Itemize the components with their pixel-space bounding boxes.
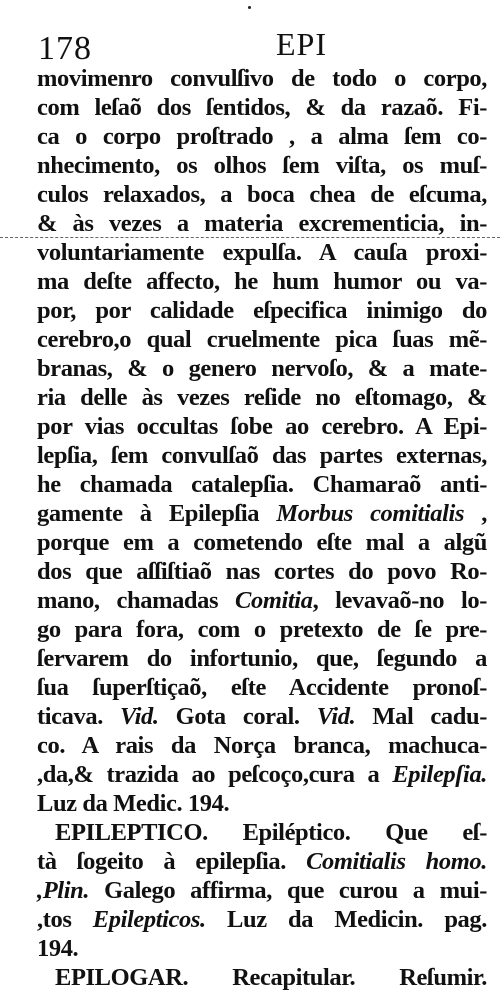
cross-reference-marker: Vid. bbox=[120, 703, 159, 730]
text-fragment: , levavaõ-no lo- bbox=[312, 587, 487, 614]
ink-speck bbox=[248, 6, 251, 9]
latin-term: Comitia bbox=[235, 587, 313, 614]
text-line: & às vezes a materia excrementicia, in- bbox=[37, 210, 487, 237]
text-fragment: tà ſogeito à epilepſia. bbox=[37, 848, 286, 875]
text-line: ſua ſuperſtiçaõ, eſte Accidente pronoſ- bbox=[37, 674, 487, 701]
text-line: he chamada catalepſia. Chamaraõ anti- bbox=[37, 471, 487, 498]
text-line bbox=[37, 760, 487, 789]
source-citation: ,Plin. bbox=[37, 877, 90, 904]
text-line: movimenro convulſivo de todo o corpo, bbox=[37, 65, 487, 92]
text-line: branas, & o genero nervoſo, & a mate- bbox=[37, 355, 487, 382]
text-line: porque em a cometendo eſte mal a algũ bbox=[37, 529, 487, 556]
text-line: Luz da Medic. 194. bbox=[37, 790, 230, 817]
text-line: 194. bbox=[37, 935, 79, 962]
text-fragment: Gota coral. bbox=[175, 703, 300, 730]
text-line: nhecimento, os olhos ſem viſta, os muſ- bbox=[37, 152, 487, 179]
latin-term: Epilepſia. bbox=[392, 761, 488, 788]
text-fragment: Mal cadu- bbox=[372, 703, 487, 730]
text-line: com leſaõ dos ſentidos, & da razaõ. Fi- bbox=[37, 94, 487, 121]
text-fragment: mano, chamadas bbox=[37, 587, 219, 614]
text-line: cerebro,o qual cruelmente pica ſuas mẽ- bbox=[37, 326, 487, 353]
text-line: ma deſte affecto, he hum humor ou va- bbox=[37, 268, 487, 295]
cross-reference-marker: Vid. bbox=[316, 703, 356, 730]
latin-term: Epilepticos. bbox=[92, 906, 206, 933]
text-line: go para fora, com o pretexto de ſe pre- bbox=[37, 616, 487, 643]
text-line bbox=[37, 702, 487, 731]
latin-term: Comitialis homo. bbox=[306, 848, 487, 875]
text-line: ria delle às vezes reſide no eſtomago, & bbox=[37, 384, 487, 411]
text-fragment: gamente à Epilepſia bbox=[37, 500, 260, 527]
text-fragment: Galego affirma, que curou a mui- bbox=[104, 877, 487, 904]
text-line: por, por calidade eſpecifica inimigo do bbox=[37, 297, 487, 324]
text-line: ca o corpo proſtrado , a alma ſem co- bbox=[37, 123, 487, 150]
text-line bbox=[37, 905, 487, 934]
text-line: culos relaxados, a boca chea de eſcuma, bbox=[37, 181, 487, 208]
text-fragment: ,da,& trazida ao peſcoço,cura a bbox=[37, 761, 380, 788]
text-line: lepſia, ſem convulſaõ das partes externas, bbox=[37, 442, 487, 469]
text-line: dos que aſſiſtiaõ nas cortes do povo Ro- bbox=[37, 558, 487, 585]
latin-term: Morbus comitialis bbox=[276, 500, 465, 527]
running-head: EPI bbox=[276, 26, 327, 62]
text-line bbox=[37, 499, 487, 528]
entry-headword-line: EPILEPTICO. Epiléptico. Que eſ- bbox=[55, 819, 487, 846]
text-line bbox=[37, 847, 487, 876]
text-fragment: , bbox=[481, 500, 487, 527]
text-line: co. A rais da Norça branca, machuca- bbox=[37, 732, 487, 759]
text-line: voluntariamente expulſa. A cauſa proxi- bbox=[37, 239, 487, 266]
text-line bbox=[37, 876, 487, 905]
page-number: 178 bbox=[38, 30, 92, 67]
text-fragment: ticava. bbox=[37, 703, 103, 730]
text-fragment: Luz da Medicin. pag. bbox=[227, 906, 487, 933]
text-line bbox=[37, 586, 487, 615]
entry-body bbox=[37, 64, 487, 992]
text-fragment: ,tos bbox=[37, 906, 72, 933]
entry-headword-line: EPILOGAR. Recapitular. Reſumir. bbox=[55, 964, 487, 991]
text-line: ſervarem do infortunio, que, ſegundo a bbox=[37, 645, 487, 672]
text-line: por vias occultas ſobe ao cerebro. A Epi- bbox=[37, 413, 487, 440]
